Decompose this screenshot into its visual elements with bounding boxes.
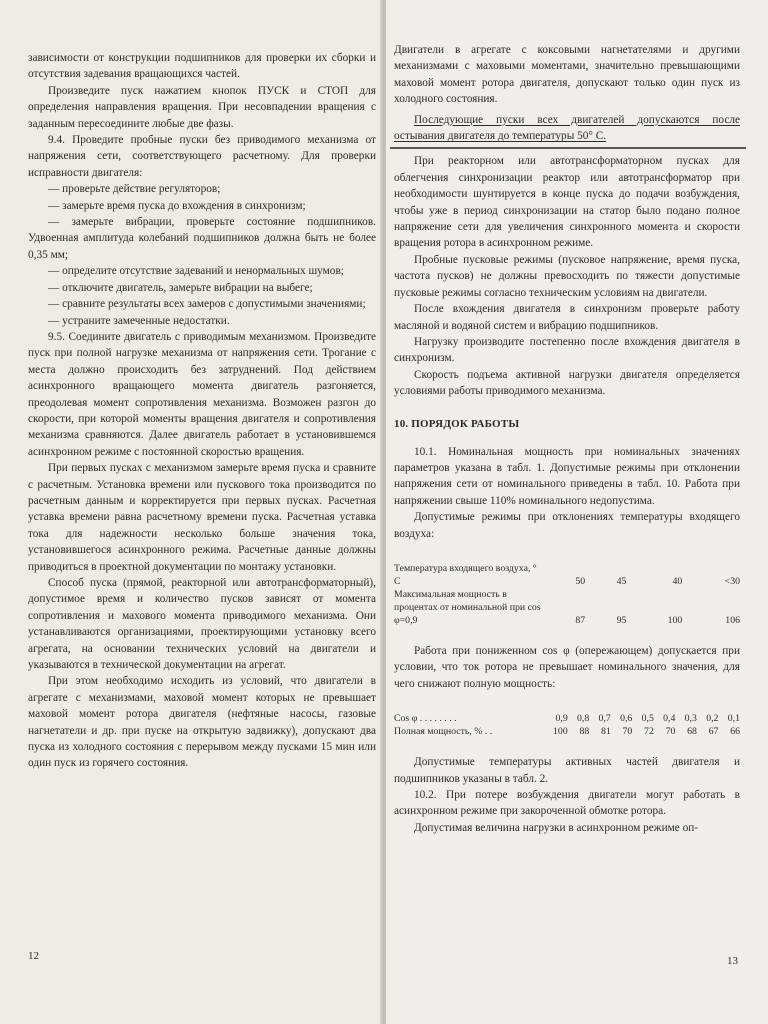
left-paragraph: 9.4. Проведите пробные пуски без приводимого механизма от напряжения сети, соответствующего расчетному. Для проверки исправности двигателя: — [28, 134, 376, 179]
page-number-right: 13 — [727, 955, 738, 967]
table-cell: 68 — [687, 726, 697, 738]
right-paragraph: Пробные пусковые режимы (пусковое напряжение, время пуска, частота пусков) не должны превосходить по тяжести допустимые пусковые режимы согласно техническим условиям на двигатели. — [394, 253, 740, 299]
table-cell: 0,3 — [684, 713, 697, 725]
cos-phi-table — [394, 712, 740, 738]
table-row — [394, 725, 740, 738]
left-paragraph: 9.5. Соедините двигатель с приводимым механизмом. Произведите пуск при полной нагрузке механизма от напряжения сети. Трогание с места должно происходить без затруднений. Под действием асинхронного вращающего момента двигатель разгоняется, преодолевая момент сопротивления механизма. Возможен разгон до скорости, при которой моменты вращения двигателя и сопротивления механизма сравняются. Далее двигатель работает в установившемся асинхронном режиме с постоянной скоростью вращения. — [28, 330, 376, 458]
underlined-paragraph: Последующие пуски всех двигателей допускаются после остывания двигателя до температуры 50° С. — [394, 113, 740, 143]
table-cell: 45 — [616, 575, 627, 587]
table-cell: <30 — [724, 575, 740, 587]
table-cell: 0,5 — [641, 713, 654, 725]
left-list-item: — замерьте вибрации, проверьте состояние подшипников. Удвоенная амплитуда колебаний подшипников должна быть не более 0,35 мм; — [28, 216, 376, 261]
table-cell: 66 — [730, 726, 740, 738]
right-paragraph: Работа при пониженном cos φ (опережающем) допускается при условии, что ток ротора не превышает номинального значения, для чего снижают полную мощность: — [394, 644, 740, 690]
left-list-item: — определите отсутствие задеваний и ненормальных шумов; — [48, 265, 344, 278]
table-cell: 0,8 — [577, 713, 590, 725]
left-list-item: — сравните результаты всех замеров с допустимыми значениями; — [48, 298, 366, 311]
left-list-item: — отключите двигатель, замерьте вибрации на выбеге; — [48, 281, 313, 294]
left-page — [0, 0, 382, 1024]
right-paragraph: Скорость подъема активной нагрузки двигателя определяется условиями работы приводимого механизма. — [394, 368, 740, 398]
table-cell: 0,2 — [706, 713, 719, 725]
left-list-item: — замерьте время пуска до вхождения в синхронизм; — [48, 199, 306, 212]
table-cell: 40 — [672, 575, 683, 587]
temperature-table — [394, 562, 740, 627]
right-page — [386, 0, 768, 1024]
left-paragraph: При этом необходимо исходить из условий, что двигатели в агрегате с механизмами, маховой момент которых не превышает маховой момент ротора двигателя (нефтяные насосы, газовые нагнетатели и др. при пуске на открытую задвижку), допускают два пуска из холодного состояния с перерывом между пусками 15 мин или один пуск из горячего состояния. — [28, 675, 376, 770]
table-cell-label: Максимальная мощность в процентах от номинальной при cos φ=0,9 — [394, 588, 541, 626]
right-paragraph: 10.2. При потере возбуждения двигатели могут работать в асинхронном режиме при закороченной обмотке ротора. — [394, 789, 740, 818]
table-cell: 106 — [725, 614, 740, 626]
table-cell-label: Полная мощность, % . . — [394, 726, 493, 738]
table-cell: 0,6 — [620, 713, 633, 725]
table-cell: 87 — [575, 614, 586, 626]
right-paragraph: Двигатели в агрегате с коксовыми нагнетателями и другими механизмами с маховыми моментами, значительно превышающими маховой момент ротора двигателя, допускают только один пуск из холодного состояния. — [394, 44, 740, 106]
table-cell: 0,1 — [727, 713, 740, 725]
left-paragraph: Способ пуска (прямой, реакторной или автотрансформаторный), допустимое время и количество пусков зависят от момента сопротивления и махового момента приводимого механизма. Они устанавливаются организациями, проектирующими установку всего агрегата, на основании технических условий на двигатели и указываются в технической документации на агрегат. — [28, 577, 376, 672]
table-row — [394, 588, 740, 627]
table-cell: 0,9 — [555, 713, 568, 725]
table-cell: 0,7 — [598, 713, 611, 725]
table-row — [394, 562, 740, 588]
table-cell: 70 — [622, 726, 633, 738]
right-paragraph: 10.1. Номинальная мощность при номинальных значениях параметров указана в табл. 1. Допустимые режимы при отклонении напряжения сети от номинального приведены в табл. 10. Работа при напряжении свыше 110% номинального недопустима. — [394, 445, 740, 507]
left-paragraph: При первых пусках с механизмом замерьте время пуска и сравните с расчетным. Установка времени или пускового тока производится по расчетным данным и корректируется при первых пусках. Расчетная уставка времени равна расчетному времени пуска. Расчетная уставка тока для надежности несколько больше значения тока, установившегося асинхронного режима. Расчетные данные должны приводиться в проектной документации по монтажу установки. — [28, 462, 376, 573]
table-cell: 81 — [600, 726, 611, 738]
left-paragraph: зависимости от конструкции подшипников для проверки их сборки и отсутствия задевания вращающихся частей. — [28, 52, 376, 81]
pen-underline-mark — [390, 147, 746, 149]
right-paragraph: Нагрузку производите постепенно после вхождения двигателя в синхронизм. — [394, 335, 740, 365]
table-cell: 50 — [575, 575, 586, 587]
right-paragraph: Допустимые температуры активных частей двигателя и подшипников указаны в табл. 2. — [394, 756, 740, 785]
table-cell: 88 — [579, 726, 590, 738]
table-cell-label: Cos φ . . . . . . . . — [394, 713, 457, 725]
left-list-item: — проверьте действие регуляторов; — [48, 183, 221, 196]
table-cell: 100 — [667, 614, 683, 626]
table-cell-label: Температура входящего воздуха, ° С — [394, 562, 537, 587]
table-cell: 67 — [708, 726, 719, 738]
table-cell: 70 — [665, 726, 676, 738]
right-paragraph: После вхождения двигателя в синхронизм проверьте работу масляной и водяной систем и вибрацию подшипников. — [394, 303, 740, 332]
table-cell: 100 — [553, 726, 568, 738]
page-number-left: 12 — [28, 950, 39, 962]
table-cell: 72 — [644, 726, 654, 738]
section-heading: 10. ПОРЯДОК РАБОТЫ — [394, 417, 520, 430]
table-cell: 0,4 — [663, 713, 676, 725]
left-list-item: — устраните замеченные недостатки. — [48, 314, 230, 327]
right-paragraph: Допустимая величина нагрузки в асинхронном режиме оп- — [414, 821, 699, 834]
left-paragraph: Произведите пуск нажатием кнопок ПУСК и СТОП для определения направления вращения. При несовпадении вращения с заданным пересоедините любые две фазы. — [28, 84, 376, 130]
table-cell: 95 — [616, 614, 627, 626]
right-paragraph: Допустимые режимы при отклонениях температуры входящего воздуха: — [394, 511, 740, 540]
table-row — [394, 712, 740, 725]
right-paragraph: При реакторном или автотрансформаторном пусках для облегчения синхронизации реактор или автотрансформатор при необходимости шунтируется в конце пуска до подачи возбуждения, чтобы уже в период синхронизации на статор было подано полное напряжение сети для увеличения синхронного момента и скорости вращения ротора в асинхронном режиме. — [394, 155, 740, 250]
